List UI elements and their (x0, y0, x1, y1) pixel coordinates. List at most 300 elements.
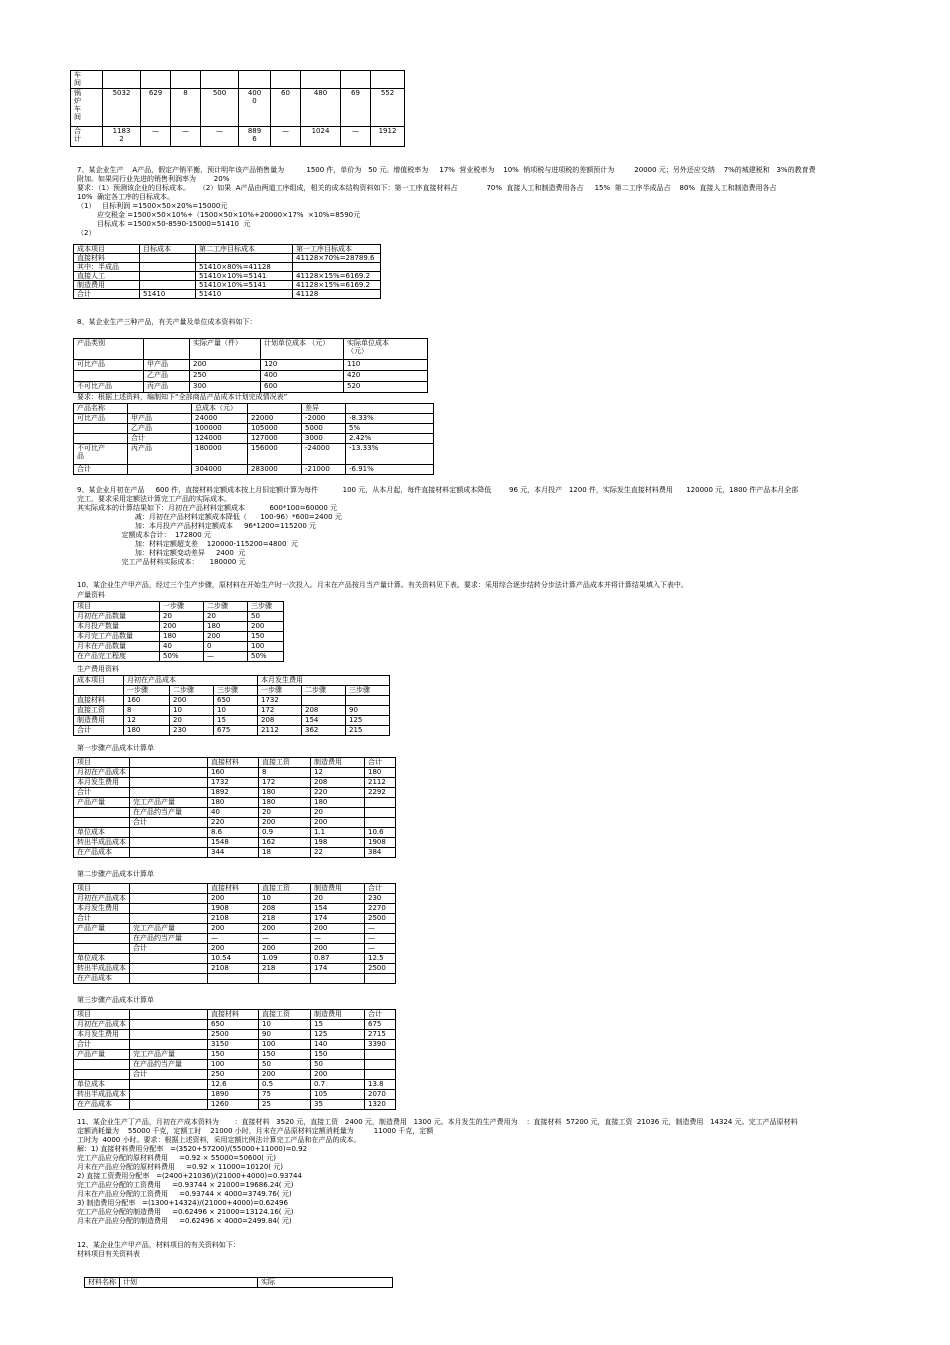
table-row (74, 1040, 396, 1050)
table-cell (140, 281, 196, 290)
table-cell: 650 (214, 696, 258, 706)
table-cell (130, 1090, 208, 1100)
table-row (85, 1278, 393, 1288)
table-cell (365, 1060, 396, 1070)
table-cell: -13.33% (346, 444, 434, 465)
table-cell: 本月完工产品数量 (74, 632, 160, 642)
table-cell: 362 (302, 726, 346, 736)
table-cell: 250 (190, 371, 261, 382)
table-cell (371, 71, 405, 89)
table-cell (128, 404, 192, 414)
table-cell: 2.42% (346, 434, 434, 444)
table-cell: 直接材料 (208, 758, 259, 768)
table-cell (74, 1070, 130, 1080)
table-cell: 180 (160, 632, 204, 642)
table-cell: 5032 (103, 89, 141, 127)
table-cell: — (201, 127, 239, 147)
table-cell: 三步骤 (214, 686, 258, 696)
table-cell: 12.6 (208, 1080, 259, 1090)
table-cell: 8 (259, 768, 311, 778)
table-row (74, 944, 396, 954)
table-cell: 2112 (365, 778, 396, 788)
step-cost-table-3 (73, 1009, 396, 1110)
table-cell (128, 465, 192, 475)
table-cell: 208 (258, 716, 302, 726)
table-cell (130, 768, 208, 778)
q10-title: 10、某企业生产甲产品，经过三个生产步骤，原材料在开始生产时一次投入。月末在产品按月当产量计算。有关资料见下表。要求：采用综合逐步结转分步法计算产品成本并将计算结果填入下表中。 (77, 581, 688, 589)
table-cell: 直接工资 (259, 1010, 311, 1020)
table-row (74, 768, 396, 778)
table-cell (208, 974, 259, 984)
table-cell: 制造费用 (74, 716, 124, 726)
table-cell: 合计 (74, 914, 130, 924)
table-cell: 二步骤 (302, 686, 346, 696)
table-cell: 完工产品产量 (130, 798, 208, 808)
table-cell: 2108 (208, 914, 259, 924)
table-cell: 实际产量（件） (190, 339, 261, 360)
table-cell: 1548 (208, 838, 259, 848)
q9-text: 9、某企业月初在产品 600 件，直接材料定额成本按上月旧定额计算为每件 100 元，从本月起，每件直接材料定额成本降低 96 元，本月投产 1200 件，实际发生直接材料费用 120000 元，1800 件产品本月全部 (77, 486, 799, 494)
table-cell: 直接人工 (74, 272, 140, 281)
table-cell: 本月投产数量 (74, 622, 160, 632)
table-row (74, 716, 390, 726)
table-cell: 三步骤 (248, 602, 284, 612)
table-cell: 直接材料 (74, 696, 124, 706)
table-cell: 在产品成本 (74, 1100, 130, 1110)
table-row (74, 848, 396, 858)
table-cell (130, 914, 208, 924)
table-row (74, 894, 396, 904)
table-row (74, 696, 390, 706)
table-cell: 2500 (365, 964, 396, 974)
table-cell (365, 1050, 396, 1060)
table-cell: 283000 (248, 465, 302, 475)
table-cell: 174 (311, 914, 365, 924)
table-cell: 制造费用 (311, 758, 365, 768)
table-row (74, 404, 434, 414)
table-cell: 2500 (365, 914, 396, 924)
table-row (74, 1060, 396, 1070)
table-cell (171, 71, 201, 89)
table-cell: 629 (141, 89, 171, 127)
table-cell: 目标成本 (140, 245, 196, 254)
table-cell (271, 71, 301, 89)
table-row (74, 758, 396, 768)
table-cell: 600 (261, 382, 344, 393)
table-cell: — (141, 127, 171, 147)
table-cell (311, 974, 365, 984)
table-cell: 41128×15%=6169.2 (293, 281, 381, 290)
table-cell (140, 272, 196, 281)
table-cell: 24000 (192, 414, 248, 424)
table-cell: 675 (214, 726, 258, 736)
table-cell (130, 788, 208, 798)
table-cell: 1912 (371, 127, 405, 147)
step-table-title: 第三步骤产品成本计算单 (77, 996, 154, 1004)
table-row (74, 706, 390, 716)
table-cell (74, 1060, 130, 1070)
table-cell: 直接材料 (74, 254, 140, 263)
table-cell: 8.6 (208, 828, 259, 838)
table-cell: 180000 (192, 444, 248, 465)
table-cell: 计划单位成本 （元） (261, 339, 344, 360)
table-cell: 120 (261, 360, 344, 371)
table-cell: 第二工序目标成本 (196, 245, 293, 254)
table-cell: 200 (259, 1070, 311, 1080)
q9-text: 完工产品材料实际成本： 180000 元 (77, 558, 246, 566)
table-cell: 420 (344, 371, 428, 382)
table-cell: 车 间 (71, 71, 103, 89)
table-row (74, 904, 396, 914)
table-cell: 180 (204, 622, 248, 632)
table-cell: 125 (311, 1030, 365, 1040)
table-row (74, 424, 434, 434)
table-cell (130, 904, 208, 914)
table-row (74, 828, 396, 838)
table-cell (140, 263, 196, 272)
table-cell: 75 (259, 1090, 311, 1100)
table-cell: 35 (311, 1100, 365, 1110)
table-cell: 172 (259, 778, 311, 788)
table-cell: 本月发生费用 (74, 1030, 130, 1040)
q7-text: 10% 确定各工序的目标成本。 (77, 193, 175, 201)
table-cell: 3150 (208, 1040, 259, 1050)
table-cell: 5% (346, 424, 434, 434)
table-cell (239, 71, 271, 89)
table-row (74, 1070, 396, 1080)
q8-title: 8、某企业生产三种产品，有关产量及单位成本资料如下： (77, 318, 257, 326)
q9-text: 加：本月投产产品材料定额成本 96*1200=115200 元 (77, 522, 317, 530)
table-cell: 锅 炉 车 间 (71, 89, 103, 127)
table-cell: 200 (259, 924, 311, 934)
table-cell: 304000 (192, 465, 248, 475)
table-cell: 0.87 (311, 954, 365, 964)
table-cell (130, 964, 208, 974)
table-row (74, 465, 434, 475)
table-cell: 1.1 (311, 828, 365, 838)
table-cell: 100 (208, 1060, 259, 1070)
table-cell: 0.5 (259, 1080, 311, 1090)
table-cell: 差异 (302, 404, 346, 414)
table-cell: 2112 (258, 726, 302, 736)
table-cell: 10 (259, 894, 311, 904)
table-cell: -6.91% (346, 465, 434, 475)
table-cell: 208 (311, 778, 365, 788)
table-cell: 15 (311, 1020, 365, 1030)
table-cell: 月初在产品成本 (74, 768, 130, 778)
table-cell (293, 263, 381, 272)
table-cell: 160 (208, 768, 259, 778)
table-cell: 50% (248, 652, 284, 662)
table-cell: 第一工序目标成本 (293, 245, 381, 254)
q12-text: 12、某企业生产甲产品，材料项目的有关资料如下： (77, 1241, 240, 1249)
q7-text: 目标成本 =1500×50-8590-15000=51410 元 (77, 220, 251, 228)
table-cell: 180 (259, 788, 311, 798)
table-cell: 实际单位成本 （元） (344, 339, 428, 360)
table-row (71, 71, 405, 89)
table-cell: 140 (311, 1040, 365, 1050)
table-cell (130, 974, 208, 984)
table-cell (130, 1030, 208, 1040)
table-cell (196, 254, 293, 263)
table-cell: 50 (259, 1060, 311, 1070)
table-cell: 其中：半成品 (74, 263, 140, 272)
table-row (74, 974, 396, 984)
table-cell (141, 71, 171, 89)
table-cell: 甲产品 (128, 414, 192, 424)
table-cell: 20 (311, 894, 365, 904)
table-cell: 产品产量 (74, 798, 130, 808)
table-cell: 208 (259, 904, 311, 914)
table-cell: 在产品约当产量 (130, 934, 208, 944)
table-cell: 完工产品产量 (130, 924, 208, 934)
table-cell: 产品产量 (74, 924, 130, 934)
table-cell: 乙产品 (128, 424, 192, 434)
table-row (74, 1010, 396, 1020)
table-row (74, 245, 381, 254)
q8-cost-plan-table (73, 403, 434, 475)
step-cost-table-2 (73, 883, 396, 984)
table-cell: 200 (208, 894, 259, 904)
table-cell: 转出半成品成本 (74, 838, 130, 848)
table-cell (365, 1070, 396, 1080)
table-cell: — (171, 127, 201, 147)
q11-text: 解：1) 直接材料费用分配率 =(3520+57200)/(55000+11000)=0.92 (77, 1145, 308, 1153)
table-cell: 合计 (365, 758, 396, 768)
table-cell: 220 (208, 818, 259, 828)
table-cell: 25 (259, 1100, 311, 1110)
table-cell: 1320 (365, 1100, 396, 1110)
table-cell (259, 974, 311, 984)
table-cell: 直接材料 (208, 1010, 259, 1020)
table-cell: 105000 (248, 424, 302, 434)
table-row (74, 798, 396, 808)
step-cost-table-1 (73, 757, 396, 858)
table-row (74, 1030, 396, 1040)
q11-text: 定额消耗量为 55000 千克，定额工时 21000 小时，月末在产品原材料定额消耗量为 11000 千克，定额 (77, 1127, 434, 1135)
table-row (74, 778, 396, 788)
table-cell: 220 (311, 788, 365, 798)
table-cell (74, 424, 128, 434)
table-cell: 41128 (293, 290, 381, 299)
table-cell: 12 (124, 716, 170, 726)
table-row (74, 642, 284, 652)
table-cell: 8 (124, 706, 170, 716)
table-row (74, 602, 284, 612)
q11-text: 工时为 4000 小时。要求：根据上述资料，采用定额比例法计算完工产品和在产品的成本。 (77, 1136, 361, 1144)
table-cell (74, 371, 144, 382)
table-cell: 合 计 (71, 127, 103, 147)
table-cell: 200 (311, 944, 365, 954)
table-cell (341, 71, 371, 89)
table-cell: 一步骤 (124, 686, 170, 696)
table-cell: 154 (302, 716, 346, 726)
table-cell: 直接工资 (259, 758, 311, 768)
q12-material-table (84, 1277, 393, 1288)
table-cell: 合计 (74, 465, 128, 475)
table-cell: 直接材料 (208, 884, 259, 894)
table-cell: 合计 (74, 1040, 130, 1050)
table-cell: 127000 (248, 434, 302, 444)
table-cell: 项目 (74, 884, 130, 894)
table-cell: 0.9 (259, 828, 311, 838)
table-cell: 项目 (74, 602, 160, 612)
q9-text: 加：材料定额超支差 120000-115200=4800 元 (77, 540, 298, 548)
q11-text: 11、某企业生产丁产品，月初在产成本资料为 ：直接材料 3520 元，直接工资 2400 元，制造费用 1300 元。本月发生的生产费用为 ：直接材料 57200 元，直接工资 21036 元，制造费用 14324 元。完工产品原材料 (77, 1118, 798, 1126)
table-cell: 不可比产 品 (74, 444, 128, 465)
table-cell: 50 (311, 1060, 365, 1070)
table-cell: 一步骤 (258, 686, 302, 696)
table-cell: 200 (259, 944, 311, 954)
table-cell: 在产品完工程度 (74, 652, 160, 662)
table-cell: 合计 (130, 818, 208, 828)
table-cell: 150 (259, 1050, 311, 1060)
table-cell: 200 (208, 944, 259, 954)
table-cell: 154 (311, 904, 365, 914)
q9-text: 完工，要求采用定额法计算完工产品的实际成本。 (77, 495, 231, 503)
table-row (74, 884, 396, 894)
table-cell: 丙产品 (128, 444, 192, 465)
table-cell: — (259, 934, 311, 944)
q11-text: 完工产品应分配的制造费用 =0.62496 × 21000=13124.16( 元) (77, 1208, 294, 1216)
table-cell: 384 (365, 848, 396, 858)
table-cell: 50 (248, 612, 284, 622)
table-cell (365, 818, 396, 828)
q7-text: （2） (77, 229, 96, 237)
table-cell: 本月发生费用 (258, 676, 390, 686)
table-cell: 174 (311, 964, 365, 974)
table-cell (130, 758, 208, 768)
table-cell: 2500 (208, 1030, 259, 1040)
table-cell (130, 838, 208, 848)
table-cell: 400 (261, 371, 344, 382)
table-cell: -24000 (302, 444, 346, 465)
table-cell: 0 (204, 642, 248, 652)
table-cell: 150 (248, 632, 284, 642)
table-cell: 直接工资 (74, 706, 124, 716)
table-cell: 3000 (302, 434, 346, 444)
table-cell: 200 (248, 622, 284, 632)
table-cell: 180 (365, 768, 396, 778)
table-cell: 344 (208, 848, 259, 858)
table-cell: 2070 (365, 1090, 396, 1100)
table-cell: 41128×70%=28789.6 (293, 254, 381, 263)
table-cell (74, 686, 124, 696)
step-table-title: 第一步骤产品成本计算单 (77, 744, 154, 752)
table-cell: — (341, 127, 371, 147)
q9-text: 减：月初在产品材料定额成本降低（ 100-96）*600=2400 元 (77, 513, 342, 521)
table-row (74, 1050, 396, 1060)
table-cell (201, 71, 239, 89)
table-cell: 500 (201, 89, 239, 127)
table-cell: 本月发生费用 (74, 904, 130, 914)
table-cell: 2292 (365, 788, 396, 798)
table-cell (103, 71, 141, 89)
table-cell: 69 (341, 89, 371, 127)
q7-text: （1） 目标利润 =1500×50×20%=15000元 (77, 202, 228, 210)
table-cell (130, 1020, 208, 1030)
table-cell: 甲产品 (144, 360, 190, 371)
q11-text: 月末在产品应分配的制造费用 =0.62496 × 4000=2499.84( 元) (77, 1217, 292, 1225)
table-cell: 可比产品 (74, 360, 144, 371)
table-cell: 520 (344, 382, 428, 393)
table-row (74, 934, 396, 944)
table-row (74, 726, 390, 736)
table-cell: 产品名称 (74, 404, 128, 414)
table-cell: 制造费用 (311, 1010, 365, 1020)
table-cell (130, 848, 208, 858)
table-cell: 200 (170, 696, 214, 706)
table-cell: 51410 (140, 290, 196, 299)
table-cell: 计划 (120, 1278, 258, 1288)
table-cell: 三步骤 (346, 686, 390, 696)
table-cell: 20 (311, 808, 365, 818)
table-cell: 1908 (365, 838, 396, 848)
step-table-title: 第二步骤产品成本计算单 (77, 870, 154, 878)
table-cell: 180 (124, 726, 170, 736)
table-row (74, 818, 396, 828)
table-cell: 二步骤 (170, 686, 214, 696)
table-cell: 218 (259, 964, 311, 974)
table-cell: 在产品成本 (74, 848, 130, 858)
table-row (74, 924, 396, 934)
table-cell: 项目 (74, 758, 130, 768)
table-cell: 合计 (130, 1070, 208, 1080)
table-cell: 480 (301, 89, 341, 127)
table-row (74, 414, 434, 424)
table-row (74, 652, 284, 662)
table-cell: 合计 (128, 434, 192, 444)
table-cell: 转出半成品成本 (74, 964, 130, 974)
table-cell: 51410×10%=5141 (196, 281, 293, 290)
table-cell: 50% (160, 652, 204, 662)
table-cell: 1183 2 (103, 127, 141, 147)
table-cell (130, 1100, 208, 1110)
table-cell (74, 934, 130, 944)
table-row (74, 444, 434, 465)
table-cell: 200 (311, 924, 365, 934)
table-row (74, 686, 390, 696)
table-cell: -8.33% (346, 414, 434, 424)
table-cell: 105 (311, 1090, 365, 1100)
table-row (74, 914, 396, 924)
table-cell: 2715 (365, 1030, 396, 1040)
table-cell: 215 (346, 726, 390, 736)
q11-text: 完工产品应分配的工资费用 =0.93744 × 21000=19686.24( 元) (77, 1181, 294, 1189)
table-cell (130, 884, 208, 894)
table-cell: 1890 (208, 1090, 259, 1100)
table-cell: 在产品约当产量 (130, 808, 208, 818)
table-cell (74, 944, 130, 954)
table-cell: 20 (259, 808, 311, 818)
table-row (74, 632, 284, 642)
q11-text: 月末在产品应分配的工资费用 =0.93744 × 4000=3749.76( 元) (77, 1190, 292, 1198)
table-cell: 1024 (301, 127, 341, 147)
table-cell: 成本项目 (74, 676, 124, 686)
table-cell (346, 696, 390, 706)
q7-text: 附加。如果同行业先进的销售利润率为 20% (77, 175, 230, 183)
q11-text: 2) 直接工资费用分配率 =(2400+21036)/(21000+4000)=0.93744 (77, 1172, 302, 1180)
table-row (74, 434, 434, 444)
table-cell (140, 254, 196, 263)
table-cell (130, 894, 208, 904)
table-cell: 90 (259, 1030, 311, 1040)
q7-text: 要求：（1）预测该企业的目标成本。 （2）如果 A产品由两道工序组成，相关的成本结构资料如下：第一工序直接材料占 70% 直接人工和制造费用各占 15% 第二工序半成品占 80% 直接人工和制造费用各占 (77, 184, 777, 192)
table-row (74, 954, 396, 964)
table-cell (248, 404, 302, 414)
table-cell: 1732 (208, 778, 259, 788)
table-cell: — (271, 127, 301, 147)
